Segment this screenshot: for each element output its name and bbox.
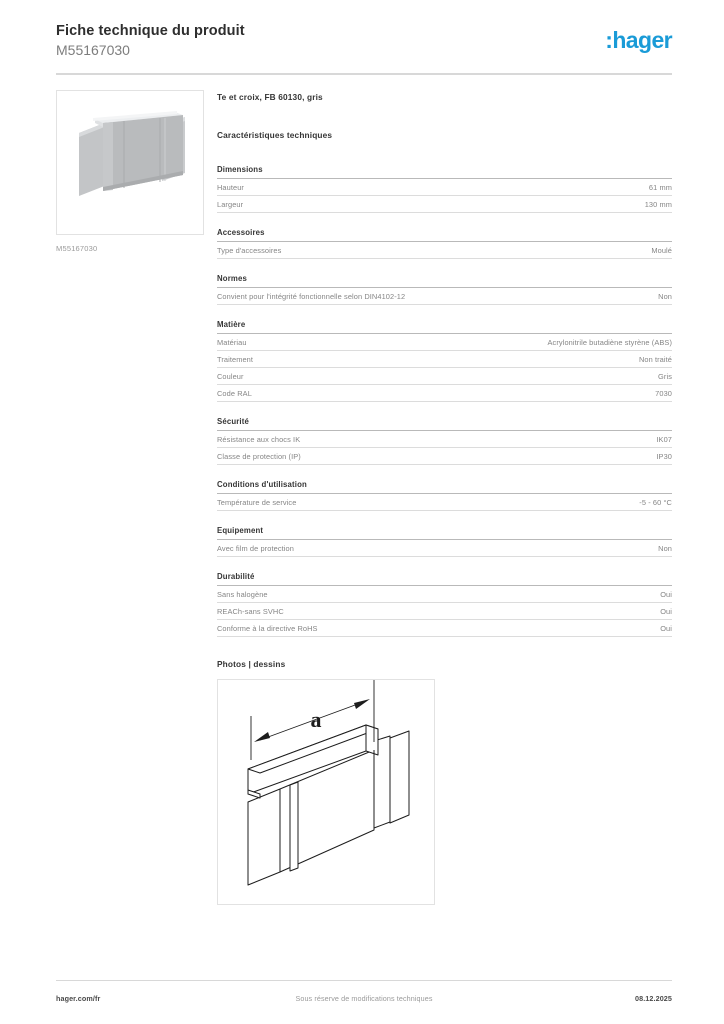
spec-group-title: Equipement	[217, 526, 672, 540]
dimension-label-a: a	[310, 707, 322, 732]
spec-label: Résistance aux chocs IK	[217, 435, 301, 444]
spec-group-title: Normes	[217, 274, 672, 288]
spec-label: Matériau	[217, 338, 247, 347]
spec-row	[217, 494, 672, 511]
specifications-heading: Caractéristiques techniques	[217, 130, 333, 140]
spec-label: Largeur	[217, 200, 244, 209]
spec-value: 130 mm	[644, 200, 672, 209]
product-photo-image	[57, 91, 203, 234]
spec-value: Non	[658, 544, 672, 553]
spec-row	[217, 288, 672, 305]
spec-group-title: Durabilité	[217, 572, 672, 586]
product-photo-column	[56, 90, 204, 253]
spec-value: 7030	[655, 389, 672, 398]
technical-drawing-frame	[217, 679, 435, 905]
page-header	[56, 22, 672, 74]
specification-groups	[217, 165, 672, 637]
spec-value: Non traité	[638, 355, 672, 364]
technical-drawing-image	[218, 680, 434, 904]
spec-row	[217, 620, 672, 637]
spec-value: IK07	[656, 435, 672, 444]
spec-label: Traitement	[217, 355, 254, 364]
drawing-section	[217, 659, 672, 905]
spec-group-title: Accessoires	[217, 228, 672, 242]
spec-value: Acrylonitrile butadiène styrène (ABS)	[547, 338, 672, 347]
spec-value: Moulé	[651, 246, 672, 255]
spec-label: Conforme à la directive RoHS	[217, 624, 318, 633]
spec-value: Non	[658, 292, 672, 301]
footer-divider	[56, 980, 672, 981]
spec-value: -5 - 60 °C	[639, 498, 672, 507]
spec-label: REACh-sans SVHC	[217, 607, 284, 616]
spec-label: Hauteur	[217, 183, 244, 192]
spec-group	[217, 417, 672, 465]
spec-group	[217, 274, 672, 305]
spec-row	[217, 448, 672, 465]
spec-value: IP30	[656, 452, 672, 461]
spec-label: Sans halogène	[217, 590, 268, 599]
hager-logo: :hager	[605, 27, 672, 53]
spec-group	[217, 526, 672, 557]
spec-label: Température de service	[217, 498, 297, 507]
spec-row	[217, 368, 672, 385]
spec-group-title: Matière	[217, 320, 672, 334]
spec-label: Code RAL	[217, 389, 252, 398]
page-title: Fiche technique du produit	[56, 23, 245, 39]
spec-row	[217, 603, 672, 620]
spec-value: Oui	[660, 590, 672, 599]
spec-label: Avec film de protection	[217, 544, 294, 553]
spec-row	[217, 196, 672, 213]
spec-row	[217, 385, 672, 402]
specifications-column	[217, 92, 672, 905]
title-block	[56, 22, 245, 59]
spec-group	[217, 480, 672, 511]
spec-row	[217, 334, 672, 351]
spec-row	[217, 242, 672, 259]
spec-group-title: Sécurité	[217, 417, 672, 431]
spec-group-title: Conditions d'utilisation	[217, 480, 672, 494]
spec-label: Type d'accessoires	[217, 246, 282, 255]
spec-group	[217, 572, 672, 637]
spec-value: Gris	[658, 372, 672, 381]
drawing-section-title: Photos | dessins	[217, 659, 286, 669]
spec-label: Convient pour l'intégrité fonctionnelle selon DIN4102-12	[217, 292, 406, 301]
product-photo-caption: M55167030	[56, 244, 98, 253]
spec-value: Oui	[660, 624, 672, 633]
product-reference: M55167030	[56, 42, 130, 58]
spec-row	[217, 351, 672, 368]
header-divider	[56, 73, 672, 75]
spec-group-title: Dimensions	[217, 165, 672, 179]
spec-row	[217, 431, 672, 448]
spec-group	[217, 228, 672, 259]
spec-label: Classe de protection (IP)	[217, 452, 301, 461]
spec-value: 61 mm	[648, 183, 672, 192]
footer-date: 08.12.2025	[635, 994, 672, 1003]
footer-website-link[interactable]: hager.com/fr	[56, 994, 101, 1003]
spec-value: Oui	[660, 607, 672, 616]
spec-group	[217, 320, 672, 402]
product-name: Te et croix, FB 60130, gris	[217, 92, 323, 102]
footer-disclaimer: Sous réserve de modifications techniques	[295, 994, 433, 1003]
spec-row	[217, 586, 672, 603]
spec-row	[217, 179, 672, 196]
spec-label: Couleur	[217, 372, 244, 381]
product-photo-frame	[56, 90, 204, 235]
spec-row	[217, 540, 672, 557]
page-footer	[56, 994, 672, 1008]
spec-group	[217, 165, 672, 213]
